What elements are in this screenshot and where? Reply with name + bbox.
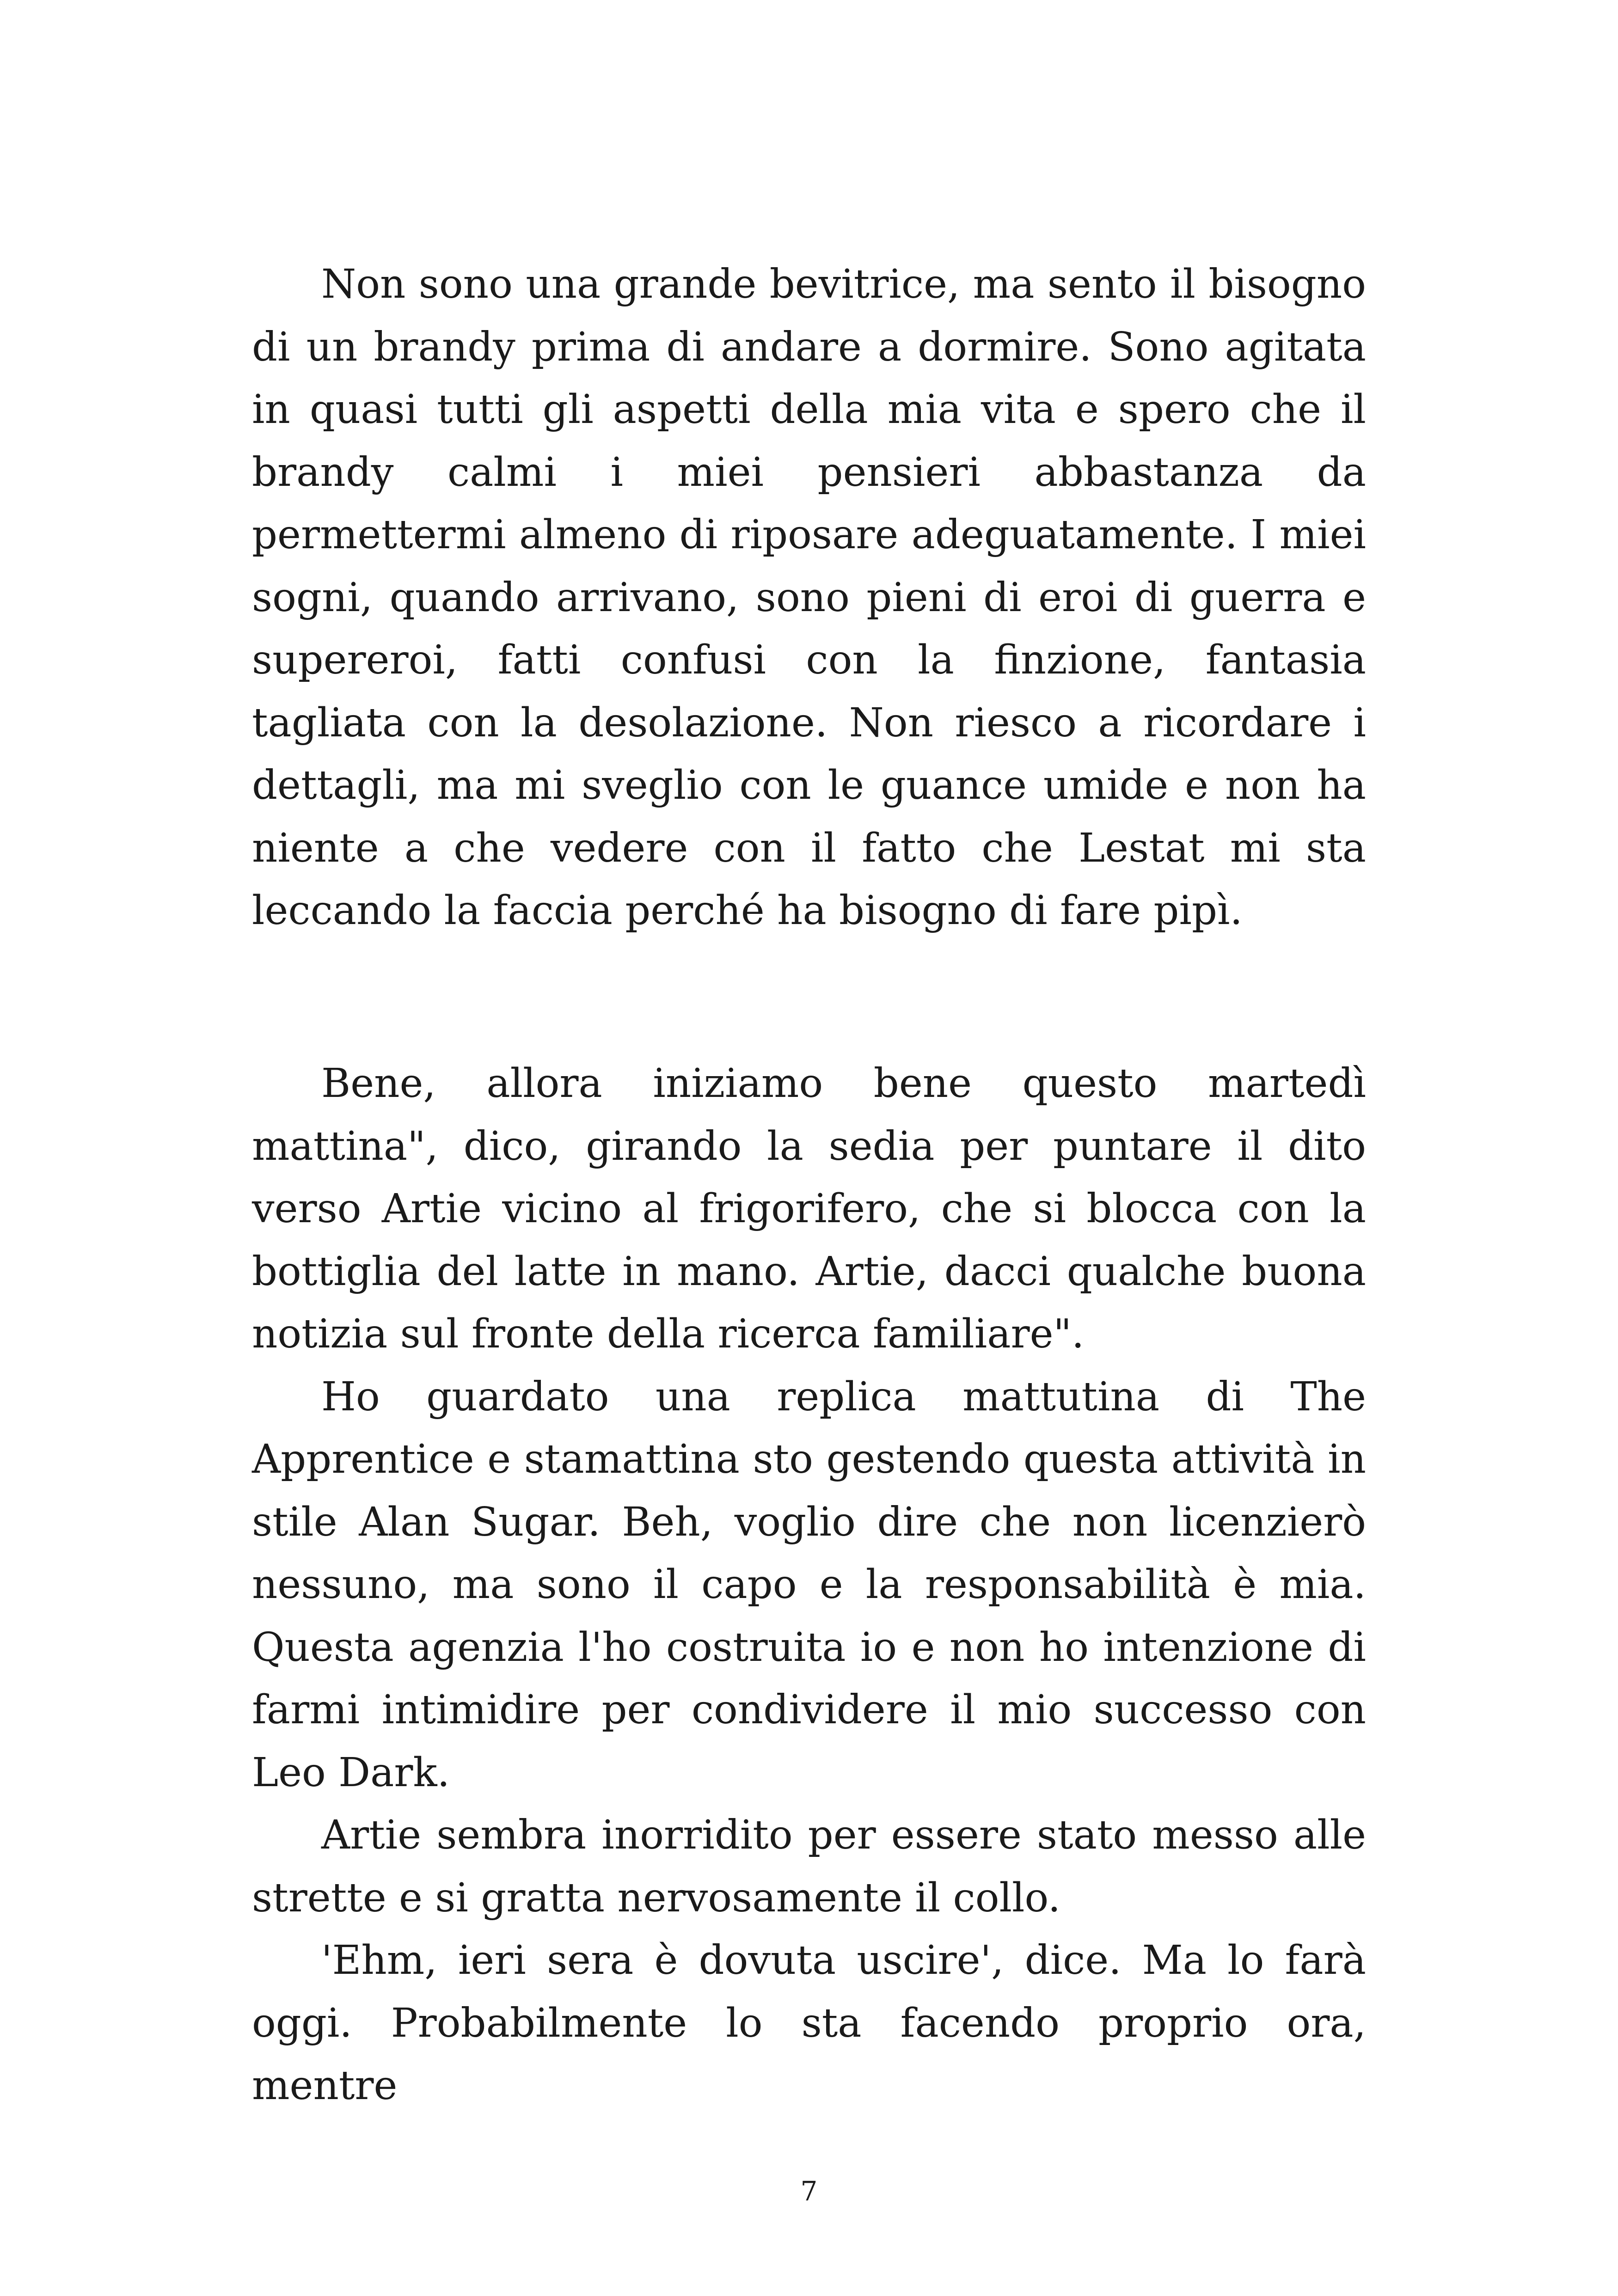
paragraph: Ho guardato una replica mattutina di The Apprentice e stamattina sto gestendo questa attività in stile Alan Sugar. Beh, voglio dire che non licenzierò nessuno, ma sono il capo e la responsabilità è mia. Questa agenzia l'ho costruita io e non ho intenzione di farmi intimidire per condividere il mio successo con Leo Dark.	[252, 1373, 1366, 1796]
text-section-1	[252, 253, 1366, 943]
paragraph: 'Ehm, ieri sera è dovuta uscire', dice. Ma lo farà oggi. Probabilmente lo sta facendo proprio ora, mentre	[252, 1937, 1366, 2109]
paragraph: Non sono una grande bevitrice, ma sento il bisogno di un brandy prima di andare a dormire. Sono agitata in quasi tutti gli aspetti della mia vita e spero che il brandy calmi i miei pensieri abbastanza da permettermi almeno di riposare adeguatamente. I miei sogni, quando arrivano, sono pieni di eroi di guerra e supereroi, fatti confusi con la finzione, fantasia tagliata con la desolazione. Non riesco a ricordare i dettagli, ma mi sveglio con le guance umide e non ha niente a che vedere con il fatto che Lestat mi sta leccando la faccia perché ha bisogno di fare pipì.	[252, 261, 1366, 934]
text-section-2	[252, 1053, 1366, 2118]
page-number: 7	[800, 2175, 818, 2207]
paragraph: Artie sembra inorridito per essere stato messo alle strette e si gratta nervosamente il collo.	[252, 1812, 1366, 1921]
paragraph: Bene, allora iniziamo bene questo martedì mattina", dico, girando la sedia per puntare il dito verso Artie vicino al frigorifero, che si blocca con la bottiglia del latte in mano. Artie, dacci qualche buona notizia sul fronte della ricerca familiare".	[252, 1060, 1366, 1357]
